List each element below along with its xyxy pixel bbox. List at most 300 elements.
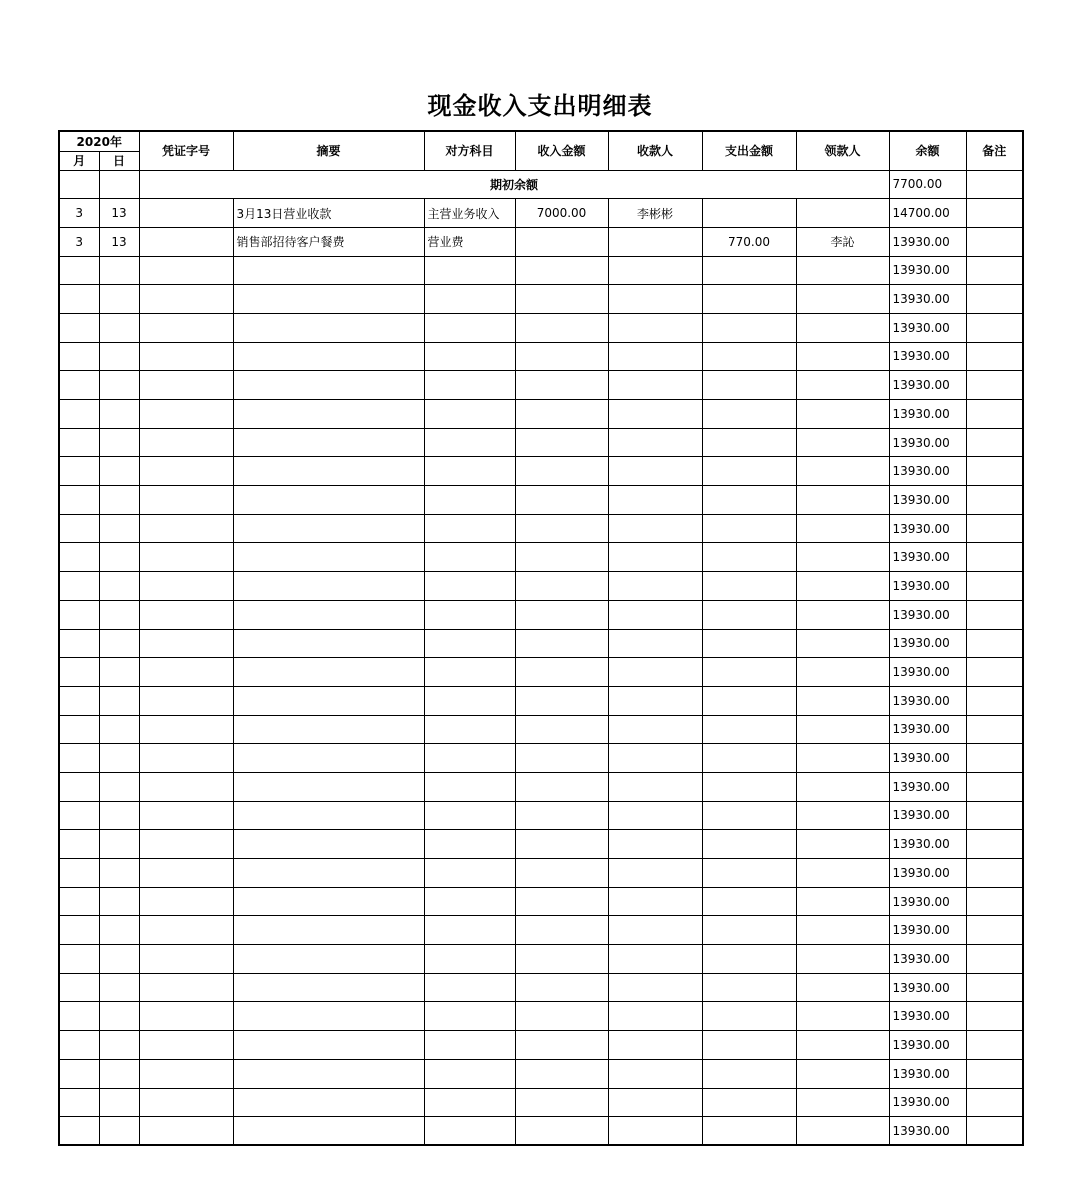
payee-out-cell[interactable] [796,772,889,801]
voucher-cell[interactable] [139,744,233,773]
account-cell[interactable] [424,830,515,859]
remarks-cell[interactable] [966,686,1023,715]
account-cell[interactable] [424,629,515,658]
account-cell[interactable] [424,1031,515,1060]
summary-cell[interactable] [233,744,424,773]
income-amount-cell[interactable] [515,715,608,744]
payee-out-cell[interactable] [796,342,889,371]
payee-out-cell[interactable] [796,629,889,658]
month-cell[interactable] [59,801,99,830]
payee-out-cell[interactable] [796,1031,889,1060]
expense-amount-cell[interactable] [702,772,796,801]
day-cell[interactable]: 13 [99,199,139,228]
remarks-cell[interactable] [966,342,1023,371]
remarks-cell[interactable] [966,199,1023,228]
payee-out-cell[interactable] [796,887,889,916]
income-amount-cell[interactable] [515,801,608,830]
payee-out-cell[interactable] [796,830,889,859]
expense-amount-cell[interactable] [702,543,796,572]
day-cell[interactable] [99,486,139,515]
voucher-cell[interactable] [139,428,233,457]
balance-cell[interactable]: 13930.00 [889,744,966,773]
month-cell[interactable] [59,285,99,314]
voucher-cell[interactable] [139,801,233,830]
payee-in-cell[interactable] [608,400,702,429]
balance-cell[interactable]: 13930.00 [889,686,966,715]
opening-day-cell[interactable] [99,170,139,199]
expense-amount-cell[interactable] [702,313,796,342]
account-cell[interactable] [424,916,515,945]
income-amount-cell[interactable] [515,887,608,916]
payee-in-cell[interactable] [608,428,702,457]
day-cell[interactable] [99,916,139,945]
voucher-cell[interactable] [139,715,233,744]
payee-in-cell[interactable] [608,342,702,371]
account-cell[interactable] [424,1059,515,1088]
expense-amount-cell[interactable] [702,945,796,974]
summary-cell[interactable] [233,830,424,859]
summary-cell[interactable] [233,371,424,400]
day-cell[interactable] [99,256,139,285]
payee-in-cell[interactable] [608,457,702,486]
income-amount-cell[interactable] [515,543,608,572]
account-cell[interactable] [424,686,515,715]
remarks-cell[interactable] [966,945,1023,974]
remarks-cell[interactable] [966,801,1023,830]
remarks-cell[interactable] [966,887,1023,916]
account-cell[interactable] [424,973,515,1002]
summary-cell[interactable]: 销售部招待客户餐费 [233,227,424,256]
income-amount-cell[interactable] [515,256,608,285]
expense-amount-cell[interactable] [702,715,796,744]
month-cell[interactable] [59,313,99,342]
summary-cell[interactable] [233,1059,424,1088]
account-cell[interactable] [424,371,515,400]
account-cell[interactable] [424,285,515,314]
day-cell[interactable] [99,801,139,830]
balance-cell[interactable]: 13930.00 [889,658,966,687]
month-cell[interactable] [59,973,99,1002]
balance-cell[interactable]: 13930.00 [889,1031,966,1060]
account-cell[interactable] [424,744,515,773]
remarks-cell[interactable] [966,772,1023,801]
summary-cell[interactable] [233,887,424,916]
account-cell[interactable] [424,715,515,744]
account-cell[interactable] [424,400,515,429]
income-amount-cell[interactable] [515,600,608,629]
summary-cell[interactable] [233,600,424,629]
account-cell[interactable] [424,428,515,457]
summary-cell[interactable] [233,772,424,801]
remarks-cell[interactable] [966,916,1023,945]
balance-cell[interactable]: 13930.00 [889,342,966,371]
income-amount-cell[interactable] [515,285,608,314]
day-cell[interactable] [99,543,139,572]
voucher-cell[interactable] [139,973,233,1002]
balance-cell[interactable]: 13930.00 [889,371,966,400]
income-amount-cell[interactable] [515,772,608,801]
summary-cell[interactable] [233,1088,424,1117]
summary-cell[interactable] [233,256,424,285]
payee-in-cell[interactable] [608,801,702,830]
payee-out-cell[interactable] [796,428,889,457]
payee-in-cell[interactable] [608,686,702,715]
income-amount-cell[interactable] [515,1117,608,1146]
payee-out-cell[interactable] [796,514,889,543]
income-amount-cell[interactable] [515,313,608,342]
summary-cell[interactable] [233,1031,424,1060]
remarks-cell[interactable] [966,658,1023,687]
expense-amount-cell[interactable] [702,600,796,629]
payee-out-cell[interactable] [796,1059,889,1088]
expense-amount-cell[interactable] [702,744,796,773]
balance-cell[interactable]: 13930.00 [889,801,966,830]
payee-out-cell[interactable] [796,686,889,715]
day-cell[interactable] [99,1031,139,1060]
month-cell[interactable] [59,457,99,486]
payee-out-cell[interactable] [796,973,889,1002]
balance-cell[interactable]: 13930.00 [889,859,966,888]
voucher-cell[interactable] [139,1117,233,1146]
payee-out-cell[interactable] [796,400,889,429]
summary-cell[interactable] [233,342,424,371]
voucher-cell[interactable] [139,371,233,400]
payee-in-cell[interactable] [608,285,702,314]
expense-amount-cell[interactable] [702,400,796,429]
month-cell[interactable] [59,658,99,687]
expense-amount-cell[interactable] [702,457,796,486]
income-amount-cell[interactable] [515,744,608,773]
income-amount-cell[interactable] [515,629,608,658]
balance-cell[interactable]: 13930.00 [889,486,966,515]
summary-cell[interactable] [233,1002,424,1031]
remarks-cell[interactable] [966,715,1023,744]
summary-cell[interactable] [233,801,424,830]
month-cell[interactable] [59,1059,99,1088]
income-amount-cell[interactable] [515,514,608,543]
voucher-cell[interactable] [139,1059,233,1088]
month-cell[interactable] [59,629,99,658]
income-amount-cell[interactable] [515,859,608,888]
balance-cell[interactable]: 13930.00 [889,400,966,429]
voucher-cell[interactable] [139,313,233,342]
balance-cell[interactable]: 13930.00 [889,256,966,285]
balance-cell[interactable]: 13930.00 [889,916,966,945]
income-amount-cell[interactable] [515,973,608,1002]
remarks-cell[interactable] [966,486,1023,515]
remarks-cell[interactable] [966,514,1023,543]
balance-cell[interactable]: 13930.00 [889,973,966,1002]
voucher-cell[interactable] [139,830,233,859]
month-cell[interactable]: 3 [59,227,99,256]
month-cell[interactable] [59,1002,99,1031]
expense-amount-cell[interactable] [702,1031,796,1060]
month-cell[interactable] [59,945,99,974]
payee-in-cell[interactable] [608,1088,702,1117]
payee-out-cell[interactable] [796,1088,889,1117]
income-amount-cell[interactable] [515,1059,608,1088]
summary-cell[interactable] [233,658,424,687]
balance-cell[interactable]: 13930.00 [889,457,966,486]
day-cell[interactable] [99,1117,139,1146]
header-income-amount[interactable]: 收入金额 [515,131,608,170]
balance-cell[interactable]: 13930.00 [889,1117,966,1146]
expense-amount-cell[interactable] [702,859,796,888]
header-month[interactable]: 月 [59,151,99,170]
opening-month-cell[interactable] [59,170,99,199]
income-amount-cell[interactable] [515,686,608,715]
expense-amount-cell[interactable] [702,916,796,945]
payee-out-cell[interactable] [796,859,889,888]
account-cell[interactable] [424,600,515,629]
income-amount-cell[interactable] [515,945,608,974]
day-cell[interactable] [99,859,139,888]
payee-in-cell[interactable] [608,1059,702,1088]
payee-in-cell[interactable] [608,313,702,342]
remarks-cell[interactable] [966,1059,1023,1088]
day-cell[interactable] [99,887,139,916]
payee-out-cell[interactable] [796,945,889,974]
header-account[interactable]: 对方科目 [424,131,515,170]
summary-cell[interactable] [233,514,424,543]
account-cell[interactable] [424,859,515,888]
balance-cell[interactable]: 13930.00 [889,313,966,342]
day-cell[interactable] [99,686,139,715]
voucher-cell[interactable] [139,514,233,543]
payee-in-cell[interactable] [608,486,702,515]
income-amount-cell[interactable] [515,1031,608,1060]
voucher-cell[interactable] [139,572,233,601]
month-cell[interactable] [59,428,99,457]
payee-in-cell[interactable] [608,1117,702,1146]
income-amount-cell[interactable] [515,830,608,859]
expense-amount-cell[interactable] [702,285,796,314]
balance-cell[interactable]: 13930.00 [889,1088,966,1117]
payee-out-cell[interactable] [796,715,889,744]
day-cell[interactable] [99,285,139,314]
payee-in-cell[interactable] [608,830,702,859]
voucher-cell[interactable] [139,1031,233,1060]
summary-cell[interactable] [233,457,424,486]
month-cell[interactable] [59,1031,99,1060]
expense-amount-cell[interactable] [702,342,796,371]
remarks-cell[interactable] [966,859,1023,888]
month-cell[interactable] [59,916,99,945]
month-cell[interactable] [59,256,99,285]
expense-amount-cell[interactable] [702,830,796,859]
voucher-cell[interactable] [139,916,233,945]
remarks-cell[interactable] [966,1031,1023,1060]
account-cell[interactable] [424,313,515,342]
voucher-cell[interactable] [139,629,233,658]
voucher-cell[interactable] [139,772,233,801]
day-cell[interactable] [99,400,139,429]
month-cell[interactable] [59,572,99,601]
voucher-cell[interactable] [139,686,233,715]
voucher-cell[interactable] [139,342,233,371]
opening-remarks-cell[interactable] [966,170,1023,199]
remarks-cell[interactable] [966,543,1023,572]
day-cell[interactable] [99,514,139,543]
summary-cell[interactable] [233,916,424,945]
expense-amount-cell[interactable] [702,486,796,515]
day-cell[interactable] [99,342,139,371]
account-cell[interactable] [424,945,515,974]
remarks-cell[interactable] [966,744,1023,773]
voucher-cell[interactable] [139,199,233,228]
payee-out-cell[interactable] [796,256,889,285]
payee-in-cell[interactable] [608,916,702,945]
balance-cell[interactable]: 13930.00 [889,715,966,744]
payee-in-cell[interactable] [608,772,702,801]
expense-amount-cell[interactable] [702,371,796,400]
month-cell[interactable] [59,543,99,572]
payee-out-cell[interactable] [796,543,889,572]
payee-in-cell[interactable] [608,973,702,1002]
expense-amount-cell[interactable] [702,256,796,285]
remarks-cell[interactable] [966,1117,1023,1146]
day-cell[interactable] [99,313,139,342]
summary-cell[interactable] [233,428,424,457]
balance-cell[interactable]: 13930.00 [889,1002,966,1031]
summary-cell[interactable]: 3月13日营业收款 [233,199,424,228]
month-cell[interactable] [59,772,99,801]
expense-amount-cell[interactable] [702,1088,796,1117]
voucher-cell[interactable] [139,1002,233,1031]
balance-cell[interactable]: 14700.00 [889,199,966,228]
balance-cell[interactable]: 13930.00 [889,600,966,629]
month-cell[interactable] [59,1088,99,1117]
header-expense-amount[interactable]: 支出金额 [702,131,796,170]
income-amount-cell[interactable] [515,572,608,601]
summary-cell[interactable] [233,859,424,888]
header-payee-out[interactable]: 领款人 [796,131,889,170]
balance-cell[interactable]: 13930.00 [889,514,966,543]
summary-cell[interactable] [233,715,424,744]
expense-amount-cell[interactable] [702,1117,796,1146]
month-cell[interactable] [59,715,99,744]
balance-cell[interactable]: 13930.00 [889,629,966,658]
payee-out-cell[interactable] [796,285,889,314]
income-amount-cell[interactable]: 7000.00 [515,199,608,228]
voucher-cell[interactable] [139,945,233,974]
account-cell[interactable]: 营业费 [424,227,515,256]
remarks-cell[interactable] [966,371,1023,400]
expense-amount-cell[interactable] [702,887,796,916]
remarks-cell[interactable] [966,457,1023,486]
expense-amount-cell[interactable] [702,658,796,687]
income-amount-cell[interactable] [515,371,608,400]
remarks-cell[interactable] [966,830,1023,859]
remarks-cell[interactable] [966,572,1023,601]
payee-out-cell[interactable] [796,313,889,342]
remarks-cell[interactable] [966,973,1023,1002]
account-cell[interactable] [424,1088,515,1117]
opening-balance-label[interactable]: 期初余额 [139,170,889,199]
day-cell[interactable] [99,772,139,801]
payee-out-cell[interactable] [796,1002,889,1031]
header-voucher[interactable]: 凭证字号 [139,131,233,170]
voucher-cell[interactable] [139,543,233,572]
day-cell[interactable] [99,428,139,457]
remarks-cell[interactable] [966,1002,1023,1031]
remarks-cell[interactable] [966,400,1023,429]
expense-amount-cell[interactable] [702,428,796,457]
payee-in-cell[interactable] [608,744,702,773]
voucher-cell[interactable] [139,859,233,888]
month-cell[interactable] [59,600,99,629]
payee-in-cell[interactable] [608,1002,702,1031]
payee-in-cell[interactable] [608,256,702,285]
month-cell[interactable] [59,686,99,715]
voucher-cell[interactable] [139,1088,233,1117]
balance-cell[interactable]: 13930.00 [889,285,966,314]
balance-cell[interactable]: 13930.00 [889,227,966,256]
payee-in-cell[interactable] [608,715,702,744]
opening-balance-value[interactable]: 7700.00 [889,170,966,199]
remarks-cell[interactable] [966,600,1023,629]
payee-out-cell[interactable]: 李訫 [796,227,889,256]
account-cell[interactable] [424,658,515,687]
voucher-cell[interactable] [139,658,233,687]
payee-out-cell[interactable] [796,801,889,830]
month-cell[interactable]: 3 [59,199,99,228]
payee-in-cell[interactable] [608,600,702,629]
payee-in-cell[interactable] [608,514,702,543]
summary-cell[interactable] [233,945,424,974]
income-amount-cell[interactable] [515,227,608,256]
income-amount-cell[interactable] [515,400,608,429]
voucher-cell[interactable] [139,400,233,429]
payee-out-cell[interactable] [796,1117,889,1146]
account-cell[interactable] [424,486,515,515]
payee-in-cell[interactable]: 李彬彬 [608,199,702,228]
month-cell[interactable] [59,830,99,859]
payee-out-cell[interactable] [796,916,889,945]
balance-cell[interactable]: 13930.00 [889,543,966,572]
remarks-cell[interactable] [966,629,1023,658]
expense-amount-cell[interactable] [702,1002,796,1031]
expense-amount-cell[interactable]: 770.00 [702,227,796,256]
remarks-cell[interactable] [966,227,1023,256]
header-payee-in[interactable]: 收款人 [608,131,702,170]
account-cell[interactable] [424,514,515,543]
balance-cell[interactable]: 13930.00 [889,1059,966,1088]
income-amount-cell[interactable] [515,1088,608,1117]
day-cell[interactable] [99,629,139,658]
voucher-cell[interactable] [139,600,233,629]
expense-amount-cell[interactable] [702,199,796,228]
account-cell[interactable] [424,1117,515,1146]
account-cell[interactable] [424,256,515,285]
balance-cell[interactable]: 13930.00 [889,428,966,457]
summary-cell[interactable] [233,400,424,429]
voucher-cell[interactable] [139,887,233,916]
expense-amount-cell[interactable] [702,1059,796,1088]
expense-amount-cell[interactable] [702,572,796,601]
account-cell[interactable] [424,1002,515,1031]
summary-cell[interactable] [233,543,424,572]
day-cell[interactable] [99,1059,139,1088]
expense-amount-cell[interactable] [702,629,796,658]
payee-in-cell[interactable] [608,887,702,916]
payee-out-cell[interactable] [796,199,889,228]
income-amount-cell[interactable] [515,658,608,687]
voucher-cell[interactable] [139,457,233,486]
month-cell[interactable] [59,887,99,916]
month-cell[interactable] [59,1117,99,1146]
expense-amount-cell[interactable] [702,801,796,830]
